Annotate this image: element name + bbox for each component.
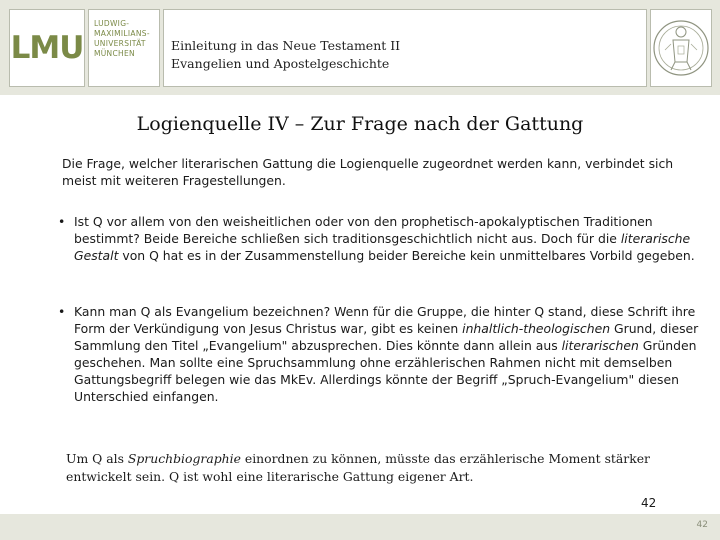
bullet-item-2 xyxy=(58,303,702,405)
bullet-item-1 xyxy=(58,213,702,264)
closing-text-part: Um Q als xyxy=(66,451,128,466)
bullet-text xyxy=(74,213,702,264)
course-title-line-2: Evangelien und Apostelgeschichte xyxy=(171,56,390,71)
bullet-text-part: von Q hat es in der Zusammenstellung beider Bereiche kein unmittelbares Vorbild gegeben. xyxy=(118,248,695,263)
seal-drawing xyxy=(651,10,711,86)
slide-header xyxy=(0,0,720,95)
emphasis-text: Spruchbiographie xyxy=(127,451,241,466)
emphasis-text: literarischen xyxy=(561,338,639,353)
university-seal-icon xyxy=(650,9,712,87)
logo-text: LMU xyxy=(10,30,84,66)
bullet-text-part: Grund, dieser Sammlung den Titel „Evangelium" abzusprechen. Dies könnte dann allein aus xyxy=(74,321,699,353)
university-name-line: LUDWIG- xyxy=(94,19,130,28)
intro-paragraph: Die Frage, welcher literarischen Gattung die Logienquelle zugeordnet werden kann, verbindet sich meist mit weiteren Fragestellungen. xyxy=(62,156,674,188)
page-number: 42 xyxy=(696,520,708,530)
bullet-text-part: Gründen geschehen. Man sollte eine Spruchsammlung ohne erzählerischen Rahmen nicht mit demselben Gattungsbegriff belegen wie das MkEv. Allerdings könnte der Begriff „Spruch-Evangelium" diesen Unterschied einfangen. xyxy=(74,338,697,404)
slide-footer xyxy=(0,514,720,540)
closing-text-part: einordnen zu können, müsste das erzählerische Moment stärker entwickelt sein. Q ist wohl eine literarische Gattung eigener Art. xyxy=(66,451,650,484)
inner-page-number: 42 xyxy=(641,496,657,510)
university-name-line: UNIVERSITÄT xyxy=(94,39,146,48)
lmu-logo xyxy=(9,9,85,87)
bullet-text-part: Ist Q vor allem von den weisheitlichen oder von den prophetisch-apokalyptischen Traditionen bestimmt? Beide Bereiche schließen sich traditionsgeschichtlich nicht aus. Doch für die xyxy=(74,214,653,246)
university-name-block xyxy=(88,9,160,87)
emphasis-text: literarische Gestalt xyxy=(74,231,691,263)
bullet-marker: • xyxy=(58,304,66,319)
bullet-marker: • xyxy=(58,214,66,229)
university-name-line: MÜNCHEN xyxy=(94,49,135,58)
bullet-text xyxy=(74,303,702,405)
course-title-line-1: Einleitung in das Neue Testament II xyxy=(171,38,401,53)
bullet-text-part: Kann man Q als Evangelium bezeichnen? Wenn für die Gruppe, die hinter Q stand, diese Schrift ihre Form der Verkündigung von Jesus Christus war, gibt es keinen xyxy=(74,304,696,336)
university-name-line: MAXIMILIANS- xyxy=(94,29,150,38)
slide-title: Logienquelle IV – Zur Frage nach der Gattung xyxy=(136,113,584,135)
emphasis-text: inhaltlich-theologischen xyxy=(462,321,611,336)
closing-paragraph xyxy=(66,450,706,486)
course-title-block xyxy=(163,9,647,87)
